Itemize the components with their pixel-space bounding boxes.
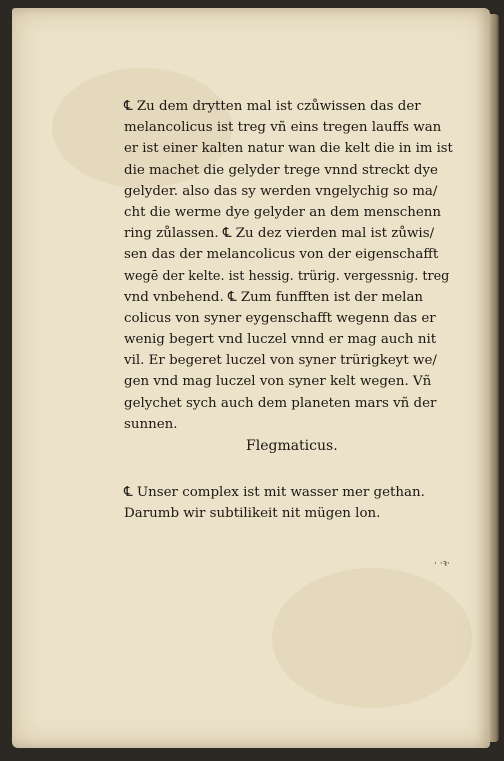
verse-line: Darumb wir subtilikeit nit mügen lon. [124, 506, 381, 522]
text-line: vil. Er begeret luczel von syner trürigkeyt we/ [124, 353, 437, 369]
text-line: wenig begert vnd luczel vnnd er mag auch nit [124, 332, 437, 348]
body-paragraph [124, 96, 454, 435]
paper-stain [272, 568, 472, 708]
text-line: cht die werme dye gelyder an dem menschenn [124, 204, 442, 220]
text-line: wegē der kelte. ist hessig. trürig. vergessnig. treg [124, 268, 450, 284]
text-line: melancolicus ist treg vñ eins tregen lauffs wan [124, 120, 442, 136]
verse-block [124, 482, 454, 524]
text-line: gelyder. also das sy werden vngelychig so ma/ [124, 183, 438, 199]
section-heading: Flegmaticus. [246, 438, 338, 454]
text-line: vnd vnbehend. ℄ Zum funfften ist der melan [124, 289, 424, 305]
text-line: sen das der melancolicus von der eigenschafft [124, 247, 439, 263]
text-line: ring zůlassen. ℄ Zu dez vierden mal ist zůwis/ [124, 226, 435, 242]
page-edge [490, 14, 499, 742]
verse-line: ℄ Unser complex ist mit wasser mer gethan. [124, 485, 425, 500]
text-line: sunnen. [124, 416, 178, 432]
text-line: ℄ Zu dem drytten mal ist czůwissen das der [124, 99, 421, 114]
text-line: die machet die gelyder trege vnnd streckt dye [124, 162, 438, 178]
signature-mark: · ·ꝛ· [434, 559, 450, 569]
text-line: er ist einer kalten natur wan die kelt die in im ist [124, 141, 453, 157]
text-line: colicus von syner eygenschafft wegenn das er [124, 310, 436, 326]
text-line: gelychet sych auch dem planeten mars vñ der [124, 395, 437, 411]
text-line: gen vnd mag luczel von syner kelt wegen. Vñ [124, 374, 432, 390]
